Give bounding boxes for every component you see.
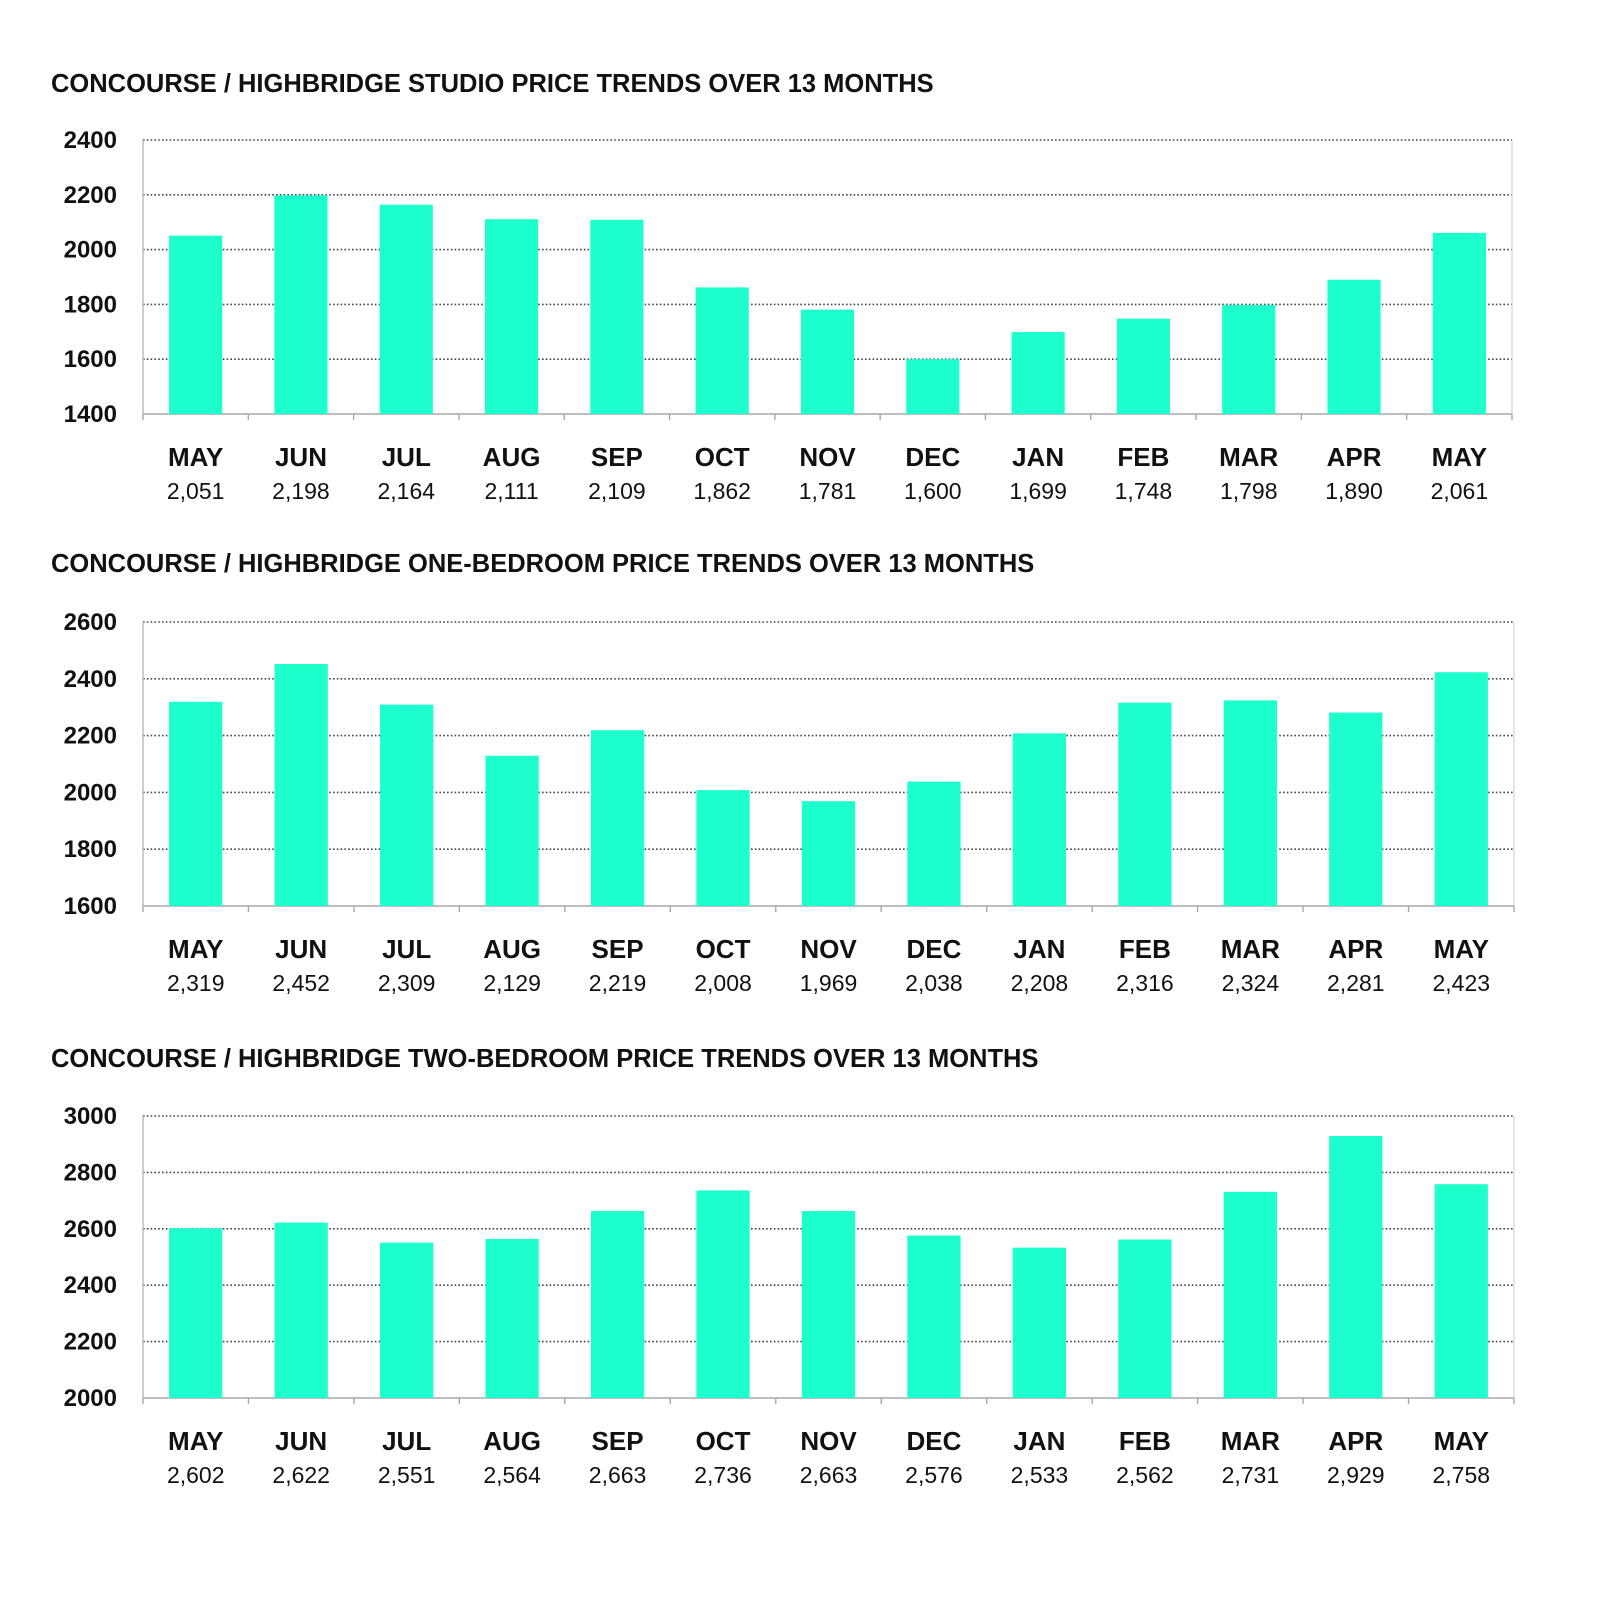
bar: [1013, 1248, 1066, 1398]
x-category-label: MAR: [1220, 934, 1280, 964]
x-category-label: FEB: [1118, 934, 1171, 964]
x-category-label: AUG: [483, 934, 542, 964]
y-tick-label: 2000: [63, 1385, 117, 1412]
x-category-label: DEC: [906, 934, 962, 964]
x-category-label: APR: [1326, 442, 1382, 472]
chart-title: CONCOURSE / HIGHBRIDGE STUDIO PRICE TRENDS OVER 13 MONTHS: [51, 70, 934, 98]
bar-value-label: 2,663: [588, 1462, 647, 1488]
bar-value-label: 2,622: [272, 1462, 330, 1488]
x-category-label: MAY: [1433, 1426, 1489, 1456]
bar: [485, 1239, 538, 1398]
bar-value-label: 2,319: [166, 970, 225, 996]
x-category-label: MAY: [168, 934, 224, 964]
bar-value-label: 2,129: [483, 970, 541, 996]
bar-value-label: 2,423: [1432, 970, 1491, 996]
bar-value-label: 1,748: [1114, 478, 1173, 504]
bar-value-label: 1,781: [798, 478, 857, 504]
y-tick-label: 2400: [63, 665, 117, 693]
x-category-label: SEP: [590, 442, 643, 472]
bar-value-label: 2,929: [1327, 1462, 1385, 1488]
bar-value-label: 2,316: [1116, 970, 1174, 996]
y-tick-label: 2000: [63, 779, 117, 807]
bar: [1435, 1184, 1488, 1398]
bar: [802, 1211, 855, 1398]
bar-value-label: 2,576: [905, 1462, 963, 1488]
bar-value-label: 2,731: [1221, 1462, 1280, 1488]
bar-value-label: 2,452: [272, 970, 330, 996]
bar-value-label: 1,699: [1009, 478, 1067, 504]
bar-value-label: 1,890: [1325, 478, 1383, 504]
x-category-label: MAY: [1433, 934, 1489, 964]
y-tick-label: 1600: [63, 893, 117, 920]
bar-value-label: 2,324: [1221, 970, 1280, 996]
x-category-label: DEC: [905, 442, 961, 472]
x-category-label: JAN: [1012, 442, 1065, 472]
bar-value-label: 2,758: [1432, 1462, 1491, 1488]
y-tick-label: 1600: [63, 346, 117, 374]
y-tick-label: 2000: [63, 236, 117, 264]
y-tick-label: 2800: [63, 1159, 117, 1187]
bar-value-label: 2,602: [166, 1462, 225, 1488]
bar-value-label: 2,051: [166, 478, 225, 504]
x-category-label: APR: [1328, 934, 1384, 964]
chart-title: CONCOURSE / HIGHBRIDGE ONE-BEDROOM PRICE TRENDS OVER 13 MONTHS: [51, 550, 1035, 578]
x-category-label: JUN: [275, 1426, 328, 1456]
bar-value-label: 2,309: [377, 970, 436, 996]
x-category-label: MAR: [1220, 1426, 1280, 1456]
bar-value-label: 2,663: [799, 1462, 858, 1488]
bar-value-label: 2,533: [1010, 1462, 1069, 1488]
bar-value-label: 2,061: [1430, 478, 1489, 504]
x-category-label: JUL: [381, 442, 431, 472]
x-category-label: AUG: [483, 1426, 542, 1456]
x-category-label: OCT: [694, 442, 750, 472]
x-category-label: NOV: [799, 442, 856, 472]
bar: [275, 1223, 328, 1398]
bar-value-label: 2,564: [483, 1462, 541, 1488]
bar: [907, 1236, 960, 1398]
bar-value-label: 2,111: [484, 478, 539, 504]
chart-title: CONCOURSE / HIGHBRIDGE TWO-BEDROOM PRICE TRENDS OVER 13 MONTHS: [51, 1045, 1039, 1073]
x-category-label: JUN: [275, 934, 328, 964]
x-category-label: JUN: [274, 442, 327, 472]
bar: [169, 1228, 222, 1398]
y-tick-label: 2400: [63, 127, 117, 154]
y-tick-label: 2400: [63, 1272, 117, 1300]
x-category-label: MAR: [1219, 442, 1279, 472]
x-category-label: MAY: [167, 442, 224, 472]
y-tick-label: 2200: [63, 1328, 117, 1356]
y-tick-label: 1800: [63, 836, 117, 864]
bar-value-label: 2,736: [694, 1462, 752, 1488]
x-category-label: FEB: [1118, 1426, 1171, 1456]
y-tick-label: 2200: [63, 722, 117, 750]
bar-value-label: 2,109: [588, 478, 646, 504]
bar: [1329, 1136, 1382, 1398]
x-category-label: SEP: [591, 934, 644, 964]
y-tick-label: 2600: [63, 609, 117, 636]
x-category-label: JUL: [382, 934, 432, 964]
bar-value-label: 2,281: [1327, 970, 1385, 996]
x-category-label: JUL: [382, 1426, 432, 1456]
bar-value-label: 1,798: [1219, 478, 1278, 504]
bar: [591, 1211, 644, 1398]
x-category-label: MAY: [1431, 442, 1488, 472]
x-category-label: OCT: [695, 934, 751, 964]
bar: [1224, 1192, 1277, 1398]
bar-value-label: 1,600: [904, 478, 962, 504]
x-category-label: DEC: [906, 1426, 962, 1456]
y-tick-label: 1400: [63, 401, 117, 428]
bar-value-label: 2,551: [377, 1462, 436, 1488]
bar-value-label: 2,198: [272, 478, 330, 504]
bar-value-label: 1,969: [799, 970, 858, 996]
bar: [380, 1243, 433, 1398]
x-category-label: OCT: [695, 1426, 751, 1456]
y-tick-label: 1800: [63, 291, 117, 319]
x-category-label: NOV: [800, 934, 857, 964]
bar-value-label: 2,038: [905, 970, 963, 996]
bar-value-label: 2,164: [377, 478, 436, 504]
bar-value-label: 1,862: [693, 478, 751, 504]
x-category-label: JAN: [1013, 1426, 1066, 1456]
bar-value-label: 2,208: [1010, 970, 1069, 996]
x-category-label: AUG: [482, 442, 541, 472]
bar-value-label: 2,008: [694, 970, 752, 996]
x-category-label: FEB: [1117, 442, 1170, 472]
bar-value-label: 2,562: [1116, 1462, 1174, 1488]
x-category-label: MAY: [168, 1426, 224, 1456]
bar: [1118, 1240, 1171, 1398]
x-category-label: NOV: [800, 1426, 857, 1456]
bar: [696, 1190, 749, 1398]
x-category-label: APR: [1328, 1426, 1384, 1456]
y-tick-label: 2600: [63, 1215, 117, 1243]
y-tick-label: 3000: [63, 1103, 117, 1130]
x-category-label: SEP: [591, 1426, 644, 1456]
bar-value-label: 2,219: [588, 970, 647, 996]
y-tick-label: 2200: [63, 181, 117, 209]
x-category-label: JAN: [1013, 934, 1066, 964]
